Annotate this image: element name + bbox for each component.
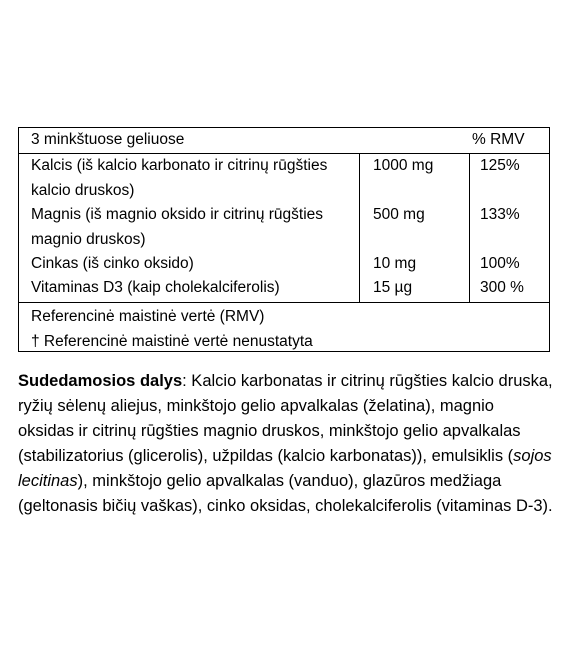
table-header-row (19, 128, 549, 154)
footnote-dagger: † Referencinė maistinė vertė nenustatyta (31, 332, 313, 350)
nutrient-amount: 15 µg (373, 279, 413, 296)
ingredients-text-part1: : Kalcio karbonatas ir citrinų rūgšties kalcio druska, ryžių sėlenų aliejus, minkštojo gelio apvalkalas (želatina), magnio oksidas ir citrinų rūgšties magnio druskos, minkštojo gelio apvalkalas (stabilizatorius (glicerolis), užpildas (kalcio karbonatas)), emulsiklis ( (18, 372, 553, 465)
nutrient-amount: 10 mg (373, 255, 417, 272)
nutrient-rmv: 133% (480, 206, 520, 223)
nutrient-name: Kalcis (iš kalcio karbonato ir citrinų rūgšties kalcio druskos) (31, 157, 328, 199)
table-body (19, 154, 549, 303)
column-divider-rmv (469, 154, 470, 302)
ingredients-paragraph (18, 369, 553, 519)
ingredients-text-part2: ), minkštojo gelio apvalkalas (vanduo), glazūros medžiaga (geltonasis bičių vaškas), cinko oksidas, cholekalciferolis (vitaminas D-3). (18, 472, 553, 515)
table-footnotes (19, 303, 549, 351)
serving-label: 3 minkštuose geliuose (31, 131, 185, 148)
nutrient-rmv: 300 % (480, 279, 524, 296)
nutrient-name: Magnis (iš magnio oksido ir citrinų rūgšties magnio druskos) (31, 206, 324, 248)
nutrition-table (18, 127, 550, 352)
column-divider-amount (359, 154, 360, 302)
ingredients-heading: Sudedamosios dalys (18, 372, 183, 390)
nutrient-rmv: 100% (480, 255, 520, 272)
nutrient-amount: 1000 mg (373, 157, 434, 174)
nutrient-rmv: 125% (480, 157, 520, 174)
nutrient-name: Cinkas (iš cinko oksido) (31, 255, 194, 272)
nutrient-name: Vitaminas D3 (kaip cholekalciferolis) (31, 279, 280, 296)
footnote-rmv: Referencinė maistinė vertė (RMV) (31, 308, 265, 325)
ingredients-italic-soy: sojos lecitinas (18, 447, 552, 490)
nutrient-amount: 500 mg (373, 206, 425, 223)
rmv-column-header: % RMV (472, 131, 525, 148)
